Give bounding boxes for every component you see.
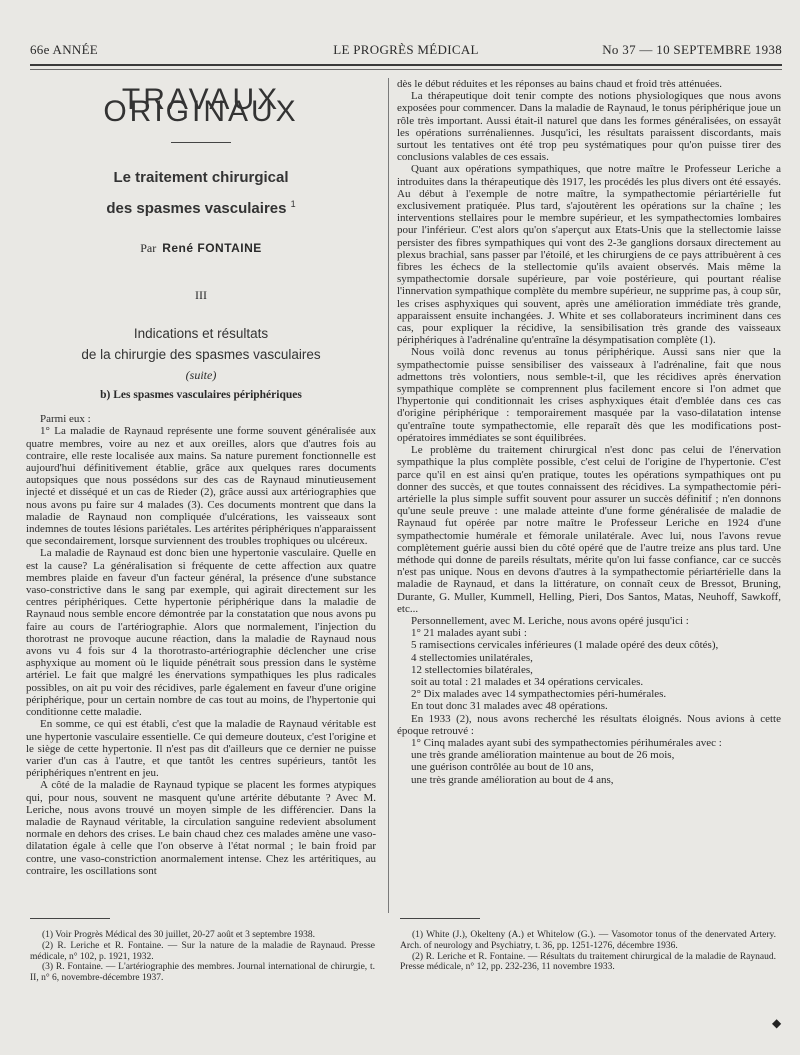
paragraph: Parmi eux : [40, 413, 91, 426]
results-list-item: une très grande amélioration maintenue au bout de 26 mois, [411, 749, 675, 762]
paragraph: Quant aux opérations sympathiques, que notre maître le Professeur Leriche a introduites dans la thérapeutique dès 1917, les procédés les plus divers ont été essayés. Au début à l'exemple de notre maître, la sympathectomie périartérielle fut exclusivement pratiquée. Plus tard, s'ajoutèrent les opérations sur la chaîne ; les interventions stellaires pour le membre supérieur, et les sympathectomies lombaires pour l'inférieur. C'est alors qu'on s'aperçut aux Etats-Unis que la stellectomie laisse persister des fibres sympathiques qui vont des 2-3e ganglions dorsaux directement au plexus brachial, sans passer par l'étoilé, et les chirurgiens de ce pays attribuèrent à ces fibres les échecs de la stellectomie qu'ils avaient observés. Mais même la sympathectomie dorsale supérieure, par voie postérieure, qui pourtant réalise l'innervation sympathique complète du membre supérieur, ne supprime pas, à coup sûr, les crises asphyxiques qui souvent, après une amélioration immédiate très grande, apparaissent ensuite inchangées. J. White et ses collaborateurs incriminent dans ces cas, pour expliquer la récidive, la sensibilisation très grande des vaisseaux périphériques à l'adrénaline qu'entraîne la désympatisation complète (1). [397, 163, 781, 347]
header-journal-title: LE PROGRÈS MÉDICAL [333, 42, 479, 57]
right-column [397, 78, 781, 786]
results-list-item: une guérison contrôlée au bout de 10 ans, [411, 761, 594, 774]
results-list-item: 1° Cinq malades ayant subi des sympathectomies périhumérales avec : [411, 736, 722, 749]
part-number: III [195, 287, 207, 302]
paragraph: En somme, ce qui est établi, c'est que la maladie de Raynaud véritable est une hypertonie vasculaire essentielle. Ce qui demeure douteux, c'est l'origine et le siège de cette hypertonie. Il n'est pas dit d'ailleurs que ce dernier ne puisse varier d'un cas à l'autre, et que tantôt les centres supérieurs, tantôt les périphériques n'entrent en jeu. [26, 718, 376, 780]
operations-list-item: 2° Dix malades avec 14 sympathectomies péri-humérales. [411, 688, 667, 701]
title-rule [171, 142, 231, 143]
results-list-item: une très grande amélioration au bout de 4 ans, [411, 773, 614, 786]
paragraph: 1° La maladie de Raynaud représente une forme souvent généralisée aux quatre membres, voire au nez et aux oreilles, alors que d'autres fois au contraire, elle reste localisée aux mains. Sa nature purement fonctionnelle est aujourd'hui définitivement établie, grâce aux quelques rares documents autopsiques que nous possédons sur des cas de Raynaud minutieusement injecté et disséqué et un cas de Rieder (2), grâce aussi aux artériographies que nous avons pu faire sur 4 malades (3). Ces documents montrent que dans la maladie de Raynaud non compliquée d'ulcérations, les vaisseaux sont indemnes de toutes lésions pariétales. Les artérites périphériques n'apparaissent que secondairement, lorsque surviennent des troubles trophiques ou ulcéreux. [26, 425, 376, 548]
paragraph: dès le début réduites et les réponses au bains chaud et froid très atténuées. [397, 78, 722, 90]
section-heading-line-1: Indications et résultats [133, 325, 269, 341]
left-column [26, 78, 376, 877]
running-header [30, 42, 782, 60]
article-title-line-2 [26, 191, 376, 222]
article-title-line-2-text: des spasmes vasculaires [106, 200, 287, 218]
footnote: (2) R. Leriche et R. Fontaine. — Résultats du traitement chirurgical de la maladie de Raynaud. Presse médicale, n° 12, pp. 232-236, 11 novembre 1933. [400, 951, 776, 973]
paragraph: Personnellement, avec M. Leriche, nous avons opéré jusqu'ici : [411, 614, 689, 627]
subheading: b) Les spasmes vasculaires périphériques [100, 389, 302, 402]
operations-list-item: 5 ramisections cervicales inférieures (1 malade opéré des deux côtés), [411, 639, 719, 652]
operations-list-item: 4 stellectomies unilatérales, [411, 651, 533, 664]
footnote-rule-left [30, 918, 110, 919]
continued-note: (suite) [185, 367, 217, 382]
operations-list-item: 12 stellectomies bilatérales, [411, 663, 533, 676]
end-ornament-icon: ◆ [772, 1016, 782, 1030]
column-separator [388, 78, 389, 913]
footnotes-right [400, 930, 776, 973]
footnote: (1) White (J.), Okelteny (A.) et Whitelow (G.). — Vasomotor tonus of the denervated Artery. Arch. of neurology and Psychiatry, t. 36, pp. 1251-1276, décembre 1936. [400, 930, 776, 951]
section-heading-line-2: de la chirurgie des spasmes vasculaires [81, 346, 321, 362]
header-rule [30, 64, 782, 66]
operations-list-item: En tout donc 31 malades avec 48 opérations. [411, 700, 608, 713]
paragraph: Le problème du traitement chirurgical n'est donc pas celui de l'énervation sympathique la plus complète possible, c'est celui de l'origine de l'hypertonie. C'est parce qu'il en est ainsi qu'en pratique, toutes les opérations sympathiques ont pu donner des succès, et que toutes connaissent des récidives. La sympathectomie péri-artérielle la plus simple suffit souvent pour assurer un succès définitif ; n'en donnons qu'une seule preuve : une malade atteinte d'une forme généralisée de maladie de Raynaud fut opérée par notre maître le Professeur Leriche en 1924 d'une sympathectomie humérale et fémorale unilatérale. Avec lui, nous l'avons revue complètement guérie aussi bien du côté opéré que de l'autre treize ans plus tard. Une méthode qui donne de pareils résultats, mérite qu'on lui fasse confiance, car ce succès n'est pas unique. Nous en devons d'autres à la sympathectomie périartérielle dans la maladie de Raynaud, et dans la littérature, on connaît ceux de Bressot, Bruning, Durante, G. Muller, Kummell, Helling, Pieri, Dos Santos, Matas, Neuhoff, Sawkoff, etc... [397, 444, 781, 615]
byline-prefix: Par [140, 241, 157, 256]
header-issue-date: No 37 — 10 SEPTEMBRE 1938 [602, 42, 782, 57]
paragraph: Nous voilà donc revenus au tonus périphérique. Aussi sans nier que la sympathectomie puisse sensibiliser des vaisseaux à l'adrénaline, fait que nous admettons très volontiers, nous semble-t-il, que les récidives après énervation sympathique complète se comprennent plus facilement encore si l'on admet que l'hypertonie qui conditionnait les crises asphyxiques était d'emblée dans ces cas d'origine périphérique : temporairement masquée par la vaso-dilatation intense qu'entraîne toute sympathectomie, elle reparaît dès que les modifications post-opératoires immédiates se sont équilibrées. [397, 346, 781, 444]
section-heading [26, 323, 376, 365]
paragraph: La thérapeutique doit tenir compte des notions physiologiques que nous avons exposées pour commencer. Dans la maladie de Raynaud, le tonus périphérique joue un rôle très important. Aussi était-il naturel que dans les formes généralisées, on essayât les opérations surrénaliennes. Jusqu'ici, les résultats paraissent discordants, mais surtout les tentatives ont été trop peu systématiques pour qu'on puisse tirer des conclusions valables de ces essais. [397, 90, 781, 164]
footnote: (3) R. Fontaine. — L'artériographie des membres. Journal international de chirurgie, t. II, n° 6, novembre-décembre 1937. [30, 962, 375, 984]
article-title-line-1: Le traitement chirurgical [113, 169, 289, 187]
article-title [26, 165, 376, 222]
header-rule-thin [30, 69, 782, 70]
footnotes-left [30, 930, 375, 984]
header-year: 66e ANNÉE [30, 42, 99, 57]
footnote: (1) Voir Progrès Médical des 30 juillet, 20-27 août et 3 septembre 1938. [42, 930, 315, 940]
footnote: (2) R. Leriche et R. Fontaine. — Sur la nature de la maladie de Raynaud. Presse médicale, n° 102, p. 1921, 1932. [30, 940, 375, 962]
section-title: TRAVAUX ORIGINAUX [103, 83, 299, 129]
footnote-rule-right [400, 918, 480, 919]
byline [26, 242, 376, 254]
paragraph: En 1933 (2), nous avons recherché les résultats éloignés. Nous avions à cette époque retrouvé : [397, 712, 781, 737]
operations-list-item: soit au total : 21 malades et 34 opérations cervicales. [411, 675, 644, 688]
author-name: René FONTAINE [162, 241, 262, 256]
paragraph: A côté de la maladie de Raynaud typique se placent les formes atypiques qui, pour nous, souvent ne masquent qu'une artérite débutante ? Avec M. Leriche, nous avons trouvé un moyen simple de les différencier. Dans la maladie de Raynaud véritable, la circulation sanguine redevient absolument normale en dehors des crises. Le bain chaud chez ces malades amène une vaso-dilatation égale à celle que l'on observe à l'état normal ; le bain froid par contre, une vaso-constriction anormalement intense. Chez les artéritiques, au contraire, les oscillations sont [26, 779, 376, 877]
paragraph: La maladie de Raynaud est donc bien une hypertonie vasculaire. Quelle en est la cause? La généralisation si fréquente de cette affection aux quatre membres plaide en faveur d'un facteur général, la présence d'une substance vaso-constrictive dans le sang par exemple, qui agirait directement sur les centres périphériques. Cette hypertonie périphérique dans la maladie de Raynaud nous semble encore démontrée par la constatation que nous avons pu faire au cours de l'artériographie. Alors que normalement, l'injection du thorotrast ne provoque aucune réaction, dans la maladie de Raynaud nous avons vu 4 fois sur 4 la thorotrasto-artériographie déclencher une crise asphyxique au moment où le liquide pénétrait sous pression dans le système artériel. Le fait que malgré les énervations sympathiques les plus radicales possibles, on ait pu voir des récidives, parle également en faveur d'une origine périphérique, pour un certain nombre de cas tout au moins, de l'hypertonie qui conditionne cette maladie. [26, 547, 376, 719]
title-note-ref: 1 [290, 199, 296, 210]
operations-list-item: 1° 21 malades ayant subi : [411, 627, 527, 640]
